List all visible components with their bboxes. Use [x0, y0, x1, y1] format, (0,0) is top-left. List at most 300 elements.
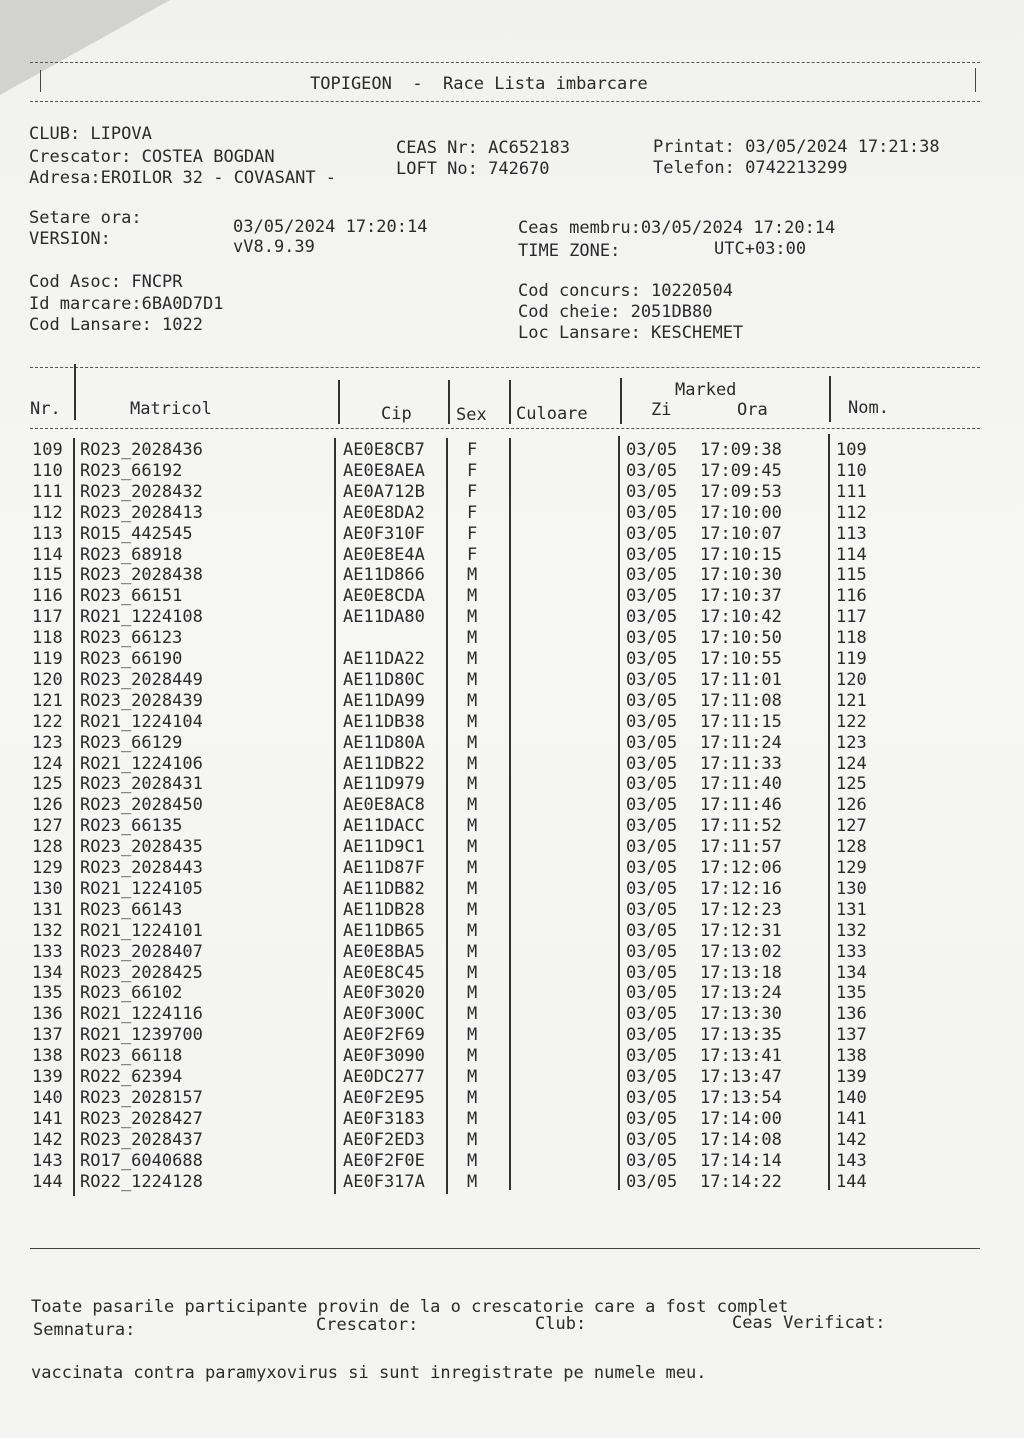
setare-ora-value: 03/05/2024 17:20:14: [233, 217, 428, 237]
table-row: [30, 733, 930, 754]
time-zone-label: TIME ZONE:: [518, 241, 621, 261]
cell-nr: 121: [32, 690, 63, 711]
cell-ora: 17:11:57: [700, 837, 782, 858]
cell-sex: M: [467, 837, 478, 858]
cell-cip: AE0F2E95: [343, 1087, 425, 1108]
cell-sex: M: [467, 586, 478, 607]
cell-matricol: RO23_68918: [80, 544, 183, 565]
cell-ora: 17:09:45: [700, 460, 782, 481]
cell-nom: 116: [836, 586, 867, 607]
version-label: VERSION:: [29, 229, 111, 249]
cell-nr: 112: [32, 502, 63, 523]
cell-sex: F: [467, 440, 478, 460]
cell-nom: 137: [836, 1025, 867, 1046]
cell-zi: 03/05: [626, 1087, 678, 1108]
cell-matricol: RO15_442545: [80, 523, 193, 544]
table-row: [30, 586, 930, 607]
cell-zi: 03/05: [626, 1171, 678, 1192]
cell-zi: 03/05: [626, 920, 678, 941]
cell-nom: 122: [836, 711, 867, 732]
cell-sex: M: [467, 628, 478, 649]
cell-matricol: RO23_66102: [80, 983, 183, 1004]
cell-sex: M: [467, 649, 478, 669]
cell-nr: 125: [32, 774, 63, 795]
table-row: [30, 816, 930, 837]
cell-cip: AE11DACC: [343, 816, 425, 837]
cell-cip: AE0E8AEA: [343, 460, 425, 481]
cell-sex: M: [467, 1171, 478, 1192]
table-header-bottom-border: [30, 428, 980, 429]
cell-nom: 132: [836, 920, 867, 941]
table-row: [30, 712, 930, 733]
cell-ora: 17:10:55: [700, 649, 782, 669]
id-marcare-label: Id marcare:6BA0D7D1: [29, 294, 224, 314]
cell-cip: AE11D866: [343, 565, 425, 586]
cell-ora: 17:13:24: [700, 983, 782, 1004]
cell-cip: AE0F2ED3: [343, 1129, 425, 1150]
cell-nom: 118: [836, 628, 867, 649]
cell-ora: 17:10:37: [700, 586, 782, 607]
cell-zi: 03/05: [626, 983, 678, 1004]
cell-cip: AE0F3090: [343, 1046, 425, 1067]
cell-zi: 03/05: [626, 649, 678, 669]
title-box-bottom-border: [30, 101, 980, 102]
cell-nr: 124: [32, 753, 63, 774]
table-row: [30, 921, 930, 942]
cell-nr: 130: [32, 878, 63, 899]
table-row: [30, 837, 930, 858]
cell-nr: 129: [32, 858, 63, 878]
cell-cip: AE0F317A: [343, 1171, 425, 1192]
cell-ora: 17:12:31: [700, 920, 782, 941]
cell-cip: AE0A712B: [343, 481, 425, 502]
cell-zi: 03/05: [626, 1129, 678, 1150]
table-row: [30, 1151, 930, 1172]
cell-sex: M: [467, 669, 478, 690]
cell-sex: M: [467, 607, 478, 628]
header-divider-3: [448, 380, 450, 424]
cell-nom: 109: [836, 440, 867, 460]
declaration-text: [31, 1252, 788, 1428]
cell-nr: 140: [32, 1087, 63, 1108]
document-title: TOPIGEON - Race Lista imbarcare: [310, 74, 648, 94]
cell-ora: 17:11:33: [700, 753, 782, 774]
cell-cip: AE11DA80: [343, 607, 425, 628]
title-box-top-border: [30, 62, 980, 63]
cell-matricol: RO21_1224101: [80, 920, 203, 941]
table-row: [30, 461, 930, 482]
declaration-line-2: vaccinata contra paramyxovirus si sunt inregistrate pe numele meu.: [31, 1363, 707, 1383]
cell-zi: 03/05: [626, 460, 678, 481]
cell-ora: 17:11:24: [700, 732, 782, 753]
cell-cip: AE0E8C45: [343, 962, 425, 983]
header-divider-6: [829, 376, 831, 422]
folded-corner: [0, 0, 170, 95]
cell-sex: M: [467, 795, 478, 816]
cell-zi: 03/05: [626, 899, 678, 920]
cell-nr: 128: [32, 837, 63, 858]
cell-nom: 110: [836, 460, 867, 481]
cell-nom: 121: [836, 690, 867, 711]
version-value: vV8.9.39: [233, 237, 315, 257]
cell-ora: 17:09:38: [700, 440, 782, 460]
cell-sex: F: [467, 460, 478, 481]
cell-sex: M: [467, 1129, 478, 1150]
cell-ora: 17:13:02: [700, 941, 782, 962]
cell-ora: 17:10:50: [700, 628, 782, 649]
cell-cip: AE0E8CB7: [343, 440, 425, 460]
cell-ora: 17:10:07: [700, 523, 782, 544]
cell-nom: 131: [836, 899, 867, 920]
cell-zi: 03/05: [626, 1004, 678, 1025]
header-divider-5: [620, 378, 622, 424]
cell-nr: 138: [32, 1046, 63, 1067]
cell-nom: 112: [836, 502, 867, 523]
cell-zi: 03/05: [626, 607, 678, 628]
cell-matricol: RO21_1224108: [80, 607, 203, 628]
cell-matricol: RO23_66192: [80, 460, 183, 481]
cell-sex: M: [467, 983, 478, 1004]
table-row: [30, 545, 930, 566]
cell-nr: 136: [32, 1004, 63, 1025]
cell-cip: AE0E8BA5: [343, 941, 425, 962]
cell-ora: 17:11:52: [700, 816, 782, 837]
cell-zi: 03/05: [626, 586, 678, 607]
cell-cip: AE11DB22: [343, 753, 425, 774]
cell-nom: 115: [836, 565, 867, 586]
cell-ora: 17:14:14: [700, 1150, 782, 1171]
cell-cip: AE11DB38: [343, 711, 425, 732]
cell-nr: 119: [32, 649, 63, 669]
cell-nom: 136: [836, 1004, 867, 1025]
cell-cip: AE0F2F69: [343, 1025, 425, 1046]
cell-sex: M: [467, 920, 478, 941]
cell-sex: M: [467, 1067, 478, 1087]
col-header-marked: Marked: [675, 380, 737, 400]
header-divider-1: [74, 364, 76, 420]
cell-nom: 124: [836, 753, 867, 774]
cell-cip: AE0F310F: [343, 523, 425, 544]
cell-matricol: RO21_1224104: [80, 711, 203, 732]
table-row: [30, 774, 930, 795]
cell-zi: 03/05: [626, 816, 678, 837]
cell-matricol: RO21_1224105: [80, 878, 203, 899]
cell-matricol: RO23_2028427: [80, 1108, 203, 1129]
cell-sex: M: [467, 774, 478, 795]
cell-sex: M: [467, 858, 478, 878]
cell-sex: M: [467, 690, 478, 711]
declaration-line-1: Toate pasarile participante provin de la o crescatorie care a fost complet: [31, 1297, 789, 1317]
cell-ora: 17:11:46: [700, 795, 782, 816]
cell-matricol: RO21_1224106: [80, 753, 203, 774]
table-row: [30, 983, 930, 1004]
cell-cip: AE11D80C: [343, 669, 425, 690]
cell-ora: 17:13:41: [700, 1046, 782, 1067]
cell-nr: 118: [32, 628, 63, 649]
title-box-left-border: [40, 70, 41, 92]
cell-matricol: RO23_66123: [80, 628, 183, 649]
cell-nr: 117: [32, 607, 63, 628]
cell-nom: 120: [836, 669, 867, 690]
table-row: [30, 565, 930, 586]
cell-zi: 03/05: [626, 941, 678, 962]
cell-nom: 139: [836, 1067, 867, 1087]
cell-zi: 03/05: [626, 1150, 678, 1171]
cell-nr: 111: [32, 481, 63, 502]
cell-nr: 134: [32, 962, 63, 983]
cell-sex: F: [467, 481, 478, 502]
cell-matricol: RO23_66118: [80, 1046, 183, 1067]
cell-zi: 03/05: [626, 523, 678, 544]
table-row: [30, 1025, 930, 1046]
loc-lansare-label: Loc Lansare: KESCHEMET: [518, 323, 744, 343]
cell-cip: AE11DA22: [343, 649, 425, 669]
cod-concurs-label: Cod concurs: 10220504: [518, 281, 733, 301]
table-row: [30, 1172, 930, 1193]
table-row: [30, 670, 930, 691]
cell-matricol: RO23_2028438: [80, 565, 203, 586]
cell-zi: 03/05: [626, 481, 678, 502]
cell-cip: AE0E8AC8: [343, 795, 425, 816]
header-divider-4: [509, 380, 511, 424]
table-row: [30, 963, 930, 984]
cell-zi: 03/05: [626, 732, 678, 753]
cell-nom: 114: [836, 544, 867, 565]
cell-cip: AE11D9C1: [343, 837, 425, 858]
cell-cip: AE11DB65: [343, 920, 425, 941]
cell-ora: 17:13:54: [700, 1087, 782, 1108]
col-header-nr: Nr.: [30, 399, 61, 419]
crescator-label: Crescator: COSTEA BOGDAN: [29, 147, 275, 167]
cell-matricol: RO23_2028436: [80, 440, 203, 460]
cell-nom: 130: [836, 878, 867, 899]
cell-nr: 113: [32, 523, 63, 544]
cell-matricol: RO23_2028413: [80, 502, 203, 523]
cell-ora: 17:09:53: [700, 481, 782, 502]
cell-ora: 17:10:30: [700, 565, 782, 586]
cell-nom: 135: [836, 983, 867, 1004]
cell-ora: 17:14:00: [700, 1108, 782, 1129]
telefon-label: Telefon: 0742213299: [653, 158, 848, 178]
semnatura-label: Semnatura:: [33, 1320, 136, 1340]
cell-nr: 109: [32, 440, 63, 460]
cell-nr: 131: [32, 899, 63, 920]
cell-cip: AE0F2F0E: [343, 1150, 425, 1171]
cell-ora: 17:10:00: [700, 502, 782, 523]
cell-zi: 03/05: [626, 795, 678, 816]
table-row: [30, 503, 930, 524]
cell-nr: 116: [32, 586, 63, 607]
col-header-matricol: Matricol: [130, 399, 212, 419]
cell-cip: AE0F300C: [343, 1004, 425, 1025]
cell-nom: 127: [836, 816, 867, 837]
table-row: [30, 482, 930, 503]
cell-sex: M: [467, 565, 478, 586]
cell-zi: 03/05: [626, 878, 678, 899]
cell-matricol: RO23_66143: [80, 899, 183, 920]
header-divider-2: [338, 380, 340, 424]
cell-zi: 03/05: [626, 1046, 678, 1067]
cell-zi: 03/05: [626, 502, 678, 523]
cell-nr: 143: [32, 1150, 63, 1171]
cell-zi: 03/05: [626, 544, 678, 565]
cell-sex: M: [467, 962, 478, 983]
cell-nom: 126: [836, 795, 867, 816]
col-header-nom: Nom.: [848, 398, 889, 418]
cell-zi: 03/05: [626, 711, 678, 732]
time-zone-value: UTC+03:00: [714, 239, 807, 259]
cell-zi: 03/05: [626, 1108, 678, 1129]
cell-matricol: RO22_1224128: [80, 1171, 203, 1192]
cell-nom: 143: [836, 1150, 867, 1171]
cell-zi: 03/05: [626, 774, 678, 795]
cell-zi: 03/05: [626, 837, 678, 858]
cell-sex: M: [467, 732, 478, 753]
table-row: [30, 628, 930, 649]
cell-matricol: RO23_2028450: [80, 795, 203, 816]
cell-nr: 137: [32, 1025, 63, 1046]
cell-sex: M: [467, 1025, 478, 1046]
cell-nr: 144: [32, 1171, 63, 1192]
cell-nom: 134: [836, 962, 867, 983]
cell-nr: 127: [32, 816, 63, 837]
cell-ora: 17:12:23: [700, 899, 782, 920]
cell-sex: M: [467, 711, 478, 732]
cell-matricol: RO23_2028432: [80, 481, 203, 502]
table-row: [30, 1046, 930, 1067]
cell-matricol: RO23_2028435: [80, 837, 203, 858]
table-top-border: [30, 367, 980, 368]
col-header-zi: Zi: [651, 400, 672, 420]
cell-cip: AE0F3020: [343, 983, 425, 1004]
cell-matricol: RO23_2028443: [80, 858, 203, 878]
cell-ora: 17:12:06: [700, 858, 782, 878]
cell-matricol: RO22_62394: [80, 1067, 183, 1087]
cell-cip: AE0F3183: [343, 1108, 425, 1129]
cell-zi: 03/05: [626, 440, 678, 460]
printat-label: Printat: 03/05/2024 17:21:38: [653, 137, 940, 157]
col-header-cip: Cip: [381, 404, 412, 424]
cell-matricol: RO21_1224116: [80, 1004, 203, 1025]
cell-matricol: RO21_1239700: [80, 1025, 203, 1046]
cell-sex: M: [467, 753, 478, 774]
cell-nr: 132: [32, 920, 63, 941]
adresa-label: Adresa:EROILOR 32 - COVASANT -: [29, 168, 337, 188]
cell-nom: 142: [836, 1129, 867, 1150]
cell-ora: 17:10:42: [700, 607, 782, 628]
col-header-sex: Sex: [456, 405, 487, 425]
cell-nr: 141: [32, 1108, 63, 1129]
table-row: [30, 1088, 930, 1109]
cell-nr: 139: [32, 1067, 63, 1087]
cell-matricol: RO23_66135: [80, 816, 183, 837]
cell-ora: 17:14:08: [700, 1129, 782, 1150]
cell-zi: 03/05: [626, 669, 678, 690]
table-row: [30, 858, 930, 879]
cell-nr: 126: [32, 795, 63, 816]
cell-nr: 142: [32, 1129, 63, 1150]
cell-matricol: RO23_2028439: [80, 690, 203, 711]
cell-sex: M: [467, 1150, 478, 1171]
table-row: [30, 691, 930, 712]
cell-ora: 17:13:35: [700, 1025, 782, 1046]
col-header-ora: Ora: [737, 400, 768, 420]
cell-ora: 17:13:47: [700, 1067, 782, 1087]
cell-nr: 123: [32, 732, 63, 753]
cell-zi: 03/05: [626, 565, 678, 586]
cell-sex: M: [467, 816, 478, 837]
cell-nom: 123: [836, 732, 867, 753]
cell-matricol: RO17_6040688: [80, 1150, 203, 1171]
cell-sex: F: [467, 523, 478, 544]
cell-matricol: RO23_66151: [80, 586, 183, 607]
table-row: [30, 1004, 930, 1025]
cell-sex: M: [467, 878, 478, 899]
cell-sex: F: [467, 544, 478, 565]
cell-cip: AE11DB82: [343, 878, 425, 899]
cell-zi: 03/05: [626, 1025, 678, 1046]
cod-asoc-label: Cod Asoc: FNCPR: [29, 272, 183, 292]
cell-cip: AE11D979: [343, 774, 425, 795]
ceas-nr-label: CEAS Nr: AC652183: [396, 138, 570, 158]
cell-sex: M: [467, 1046, 478, 1067]
cell-cip: AE11DB28: [343, 899, 425, 920]
club-signature-label: Club:: [535, 1314, 587, 1334]
cell-nr: 110: [32, 460, 63, 481]
cell-nr: 122: [32, 711, 63, 732]
cell-nom: 140: [836, 1087, 867, 1108]
cell-nr: 133: [32, 941, 63, 962]
cell-zi: 03/05: [626, 962, 678, 983]
cell-ora: 17:12:16: [700, 878, 782, 899]
loft-no-label: LOFT No: 742670: [396, 159, 550, 179]
cell-ora: 17:11:08: [700, 690, 782, 711]
table-row: [30, 795, 930, 816]
cell-zi: 03/05: [626, 858, 678, 878]
cell-ora: 17:14:22: [700, 1171, 782, 1192]
cell-cip: AE11D87F: [343, 858, 425, 878]
cell-cip: AE11DA99: [343, 690, 425, 711]
cell-matricol: RO23_2028157: [80, 1087, 203, 1108]
table-row: [30, 440, 930, 461]
cell-zi: 03/05: [626, 1067, 678, 1087]
cod-cheie-label: Cod cheie: 2051DB80: [518, 302, 713, 322]
club-label: CLUB: LIPOVA: [29, 124, 152, 144]
cell-zi: 03/05: [626, 753, 678, 774]
cell-matricol: RO23_66129: [80, 732, 183, 753]
cell-nom: 119: [836, 649, 867, 669]
cell-nr: 115: [32, 565, 63, 586]
table-row: [30, 607, 930, 628]
cell-nr: 120: [32, 669, 63, 690]
table-row: [30, 1067, 930, 1088]
cell-sex: F: [467, 502, 478, 523]
cell-ora: 17:11:40: [700, 774, 782, 795]
cell-cip: AE0E8CDA: [343, 586, 425, 607]
crescator-signature-label: Crescator:: [316, 1315, 419, 1335]
cell-ora: 17:11:15: [700, 711, 782, 732]
cell-nom: 111: [836, 481, 867, 502]
cell-nr: 114: [32, 544, 63, 565]
cell-ora: 17:13:30: [700, 1004, 782, 1025]
table-row: [30, 524, 930, 545]
cell-sex: M: [467, 1108, 478, 1129]
cell-matricol: RO23_2028437: [80, 1129, 203, 1150]
table-row: [30, 754, 930, 775]
cell-matricol: RO23_2028449: [80, 669, 203, 690]
cell-sex: M: [467, 941, 478, 962]
cell-cip: AE0DC277: [343, 1067, 425, 1087]
